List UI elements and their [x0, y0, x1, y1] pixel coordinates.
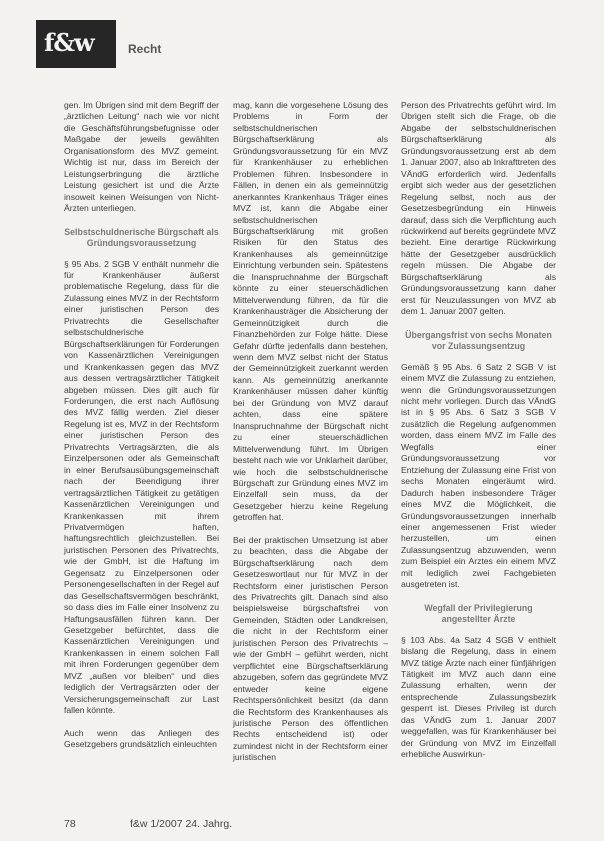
subheading: Selbstschuldnerische Bürgschaft als Gründungsvoraussetzung [64, 226, 219, 248]
subheading: Übergangsfrist von sechs Monaten vor Zulassungsentzug [405, 329, 552, 351]
paragraph: Auch wenn das Anliegen des Gesetzgebers grundsätzlich einleuchten [64, 727, 219, 750]
paragraph: Bei der praktischen Umsetzung ist aber zu beachten, dass die Abgabe der Bürgschaftserklärung nach dem Gesetzeswortlaut nur für MVZ in der Rechtsform einer juristischen Person des Privatrechts gilt. Danach sind also beispielsweise bürgschaftsfrei von Gemeinden, Städten oder Landkreisen, die nicht in der Rechtsform einer juristischen Person des Privatrechts – wie der GmbH – geführt werden, nicht verpflichtet eine Bürgschaftserklärung abzugeben, sofern das gegründete MVZ entweder keine eigene Rechtspersönlichkeit besitzt (da dann die Rechtsform des Krankenhauses als juristische Person des öffentlichen Rechts entscheidend ist) oder zumindest nicht in der Rechtsform einer juristischen [233, 534, 388, 763]
paragraph: § 95 Abs. 2 SGB V enthält nunmehr die für Krankenhäuser äußerst problematische Regelung, dass für die Zulassung eines MVZ in der Rechtsform einer juristischen Person des Privatrechts die Gesellschafter selbstschuldnerische Bürgschaftserklärungen für Forderungen von Kassenärztlichen Vereinigungen und Krankenkassen gegen das MVZ aus dessen vertragsärztlicher Tätigkeit abgeben müssen. Dies gilt auch für Forderungen, die erst nach Auflösung des MVZ fällig werden. Ziel dieser Regelung ist es, MVZ in der Rechtsform einer juristischen Person des Privatrechts Vertragsärzten, die als Einzelpersonen oder als Gemeinschaft in einer Berufsausübungsgemeinschaft nach der Beendigung ihrer vertragsärztlichen Tätigkeit zu getätigen Kassenärztlichen Vereinigungen und Krankenkassen mit ihrem Privatvermögen haften, haftungsrechtlich gleichzustellen. Bei juristischen Personen des Privatrechts, wie der GmbH, ist die Haftung im Gegensatz zu Einzelpersonen oder Personengesellschaften in der Regel auf das Gesellschaftsvermögen beschränkt, so dass dies im Falle einer Insolvenz zu Haftungsausfällen führen kann. Der Gesetzgeber befürchtet, dass die Kassenärztlichen Vereinigungen und Krankenkassen in einem solchen Fall mit ihren Forderungen gegenüber dem MVZ „außen vor bleiben“ und dies lediglich der Vertragsärzten oder der Versicherungsgemeinschaft zur Last fallen könnte. [64, 258, 219, 716]
paragraph: Gemäß § 95 Abs. 6 Satz 2 SGB V ist einem MVZ die Zulassung zu entziehen, wenn die Gründungsvoraussetzungen nicht mehr vorliegen. Durch das VÄndG ist in § 95 Abs. 6 Satz 3 SGB V zusätzlich die Regelung aufgenommen worden, dass einem MVZ im Falle des Wegfalls einer Gründungsvoraussetzung vor Entziehung der Zulassung eine Frist von sechs Monaten eingeräumt wird. Dadurch haben insbesondere Träger eines MVZ die Möglichkeit, die Gründungsvoraussetzungen innerhalb einer angemessenen Frist wieder herzustellen, um einen Zulassungsentzug abzuwenden, wenn zum Beispiel ein Arztes ein einem MVZ mit lediglich zwei Fachgebieten ausgetreten ist. [401, 361, 556, 590]
paragraph: § 103 Abs. 4a Satz 4 SGB V enthielt bislang die Regelung, dass in einem MVZ tätige Ärzte nach einer fünfjährigen Tätigkeit im MVZ auch dann eine Zulassung erhalten, wenn der entsprechende Zulassungsbezirk gesperrt ist. Dieses Privileg ist durch das VÄndG zum 1. Januar 2007 weggefallen, was für Krankenhäuser bei der Gründung von MVZ im Einzelfall erhebliche Auswirkun- [401, 634, 556, 760]
paragraph: Person des Privatrechts geführt wird. Im Übrigen stellt sich die Frage, ob die Abgabe der selbstschuldnerischen Bürgschaftserklärung als Gründungsvoraussetzung erst ab dem 1. Januar 2007, also ab Inkrafttreten des VÄndG erforderlich wird. Jedenfalls ergibt sich weder aus der gesetzlichen Regelung selbst, noch aus der Gesetzesbegründung ein Hinweis darauf, dass sich die Verpflichtung auch rückwirkend auf bereits gegründete MVZ bezieht. Eine derartige Rückwirkung hätte der Gesetzgeber ausdrücklich regeln müssen. Die Abgabe der Bürgschaftserklärung als Gründungsvoraussetzung kann daher erst für Neuzulassungen von MVZ ab dem 1. Januar 2007 gelten. [401, 100, 556, 317]
text-column-2 [233, 100, 388, 764]
text-column-3 [401, 100, 556, 761]
journal-citation: f&w 1/2007 24. Jahrg. [130, 818, 233, 830]
paragraph: mag, kann die vorgesehene Lösung des Problems in Form der selbstschuldnerischen Bürgschaftserklärung als Gründungsvoraussetzung für ein MVZ für Krankenhäuser zu erheblichen Problemen führen. Insbesondere in Fällen, in denen ein als gemeinnützig anerkanntes Krankenhaus Träger eines MVZ ist, kann die Abgabe einer selbstschuldnerischen Bürgschaftserklärung mit großen Risiken für den Status des Krankenhauses als gemeinnützige Einrichtung verbunden sein. Spätestens die Inanspruchnahme der Bürgschaft könnte zu einer steuerschädlichen Mittelverwendung führen, da für die Krankenhausträger die Absicherung der Gemeinnützigkeit durch die Finanzbehörden zur Folge hätte. Diese Gefahr dürfte jedenfalls dann bestehen, wenn dem MVZ selbst nicht der Status der Gemeinnützigkeit zuerkannt werden kann. Als gemeinnützig anerkannte Krankenhäuser müssen daher künftig bei der Gründung von MVZ darauf achten, dass eine spätere Inanspruchnahme der Bürgschaft nicht zu einer steuerschädlichen Mittelverwendung führt. Im Übrigen besteht nach wie vor Unklarheit darüber, wie hoch die selbstschuldnerische Bürgschaft zur Gründung eines MVZ im Einzelfall sein muss, da der Gesetzgeber hierzu keine Regelung getroffen hat. [233, 100, 388, 523]
subheading: Wegfall der Privilegierung angestellter Ärzte [424, 602, 533, 624]
page-number: 78 [64, 818, 76, 830]
section-title: Recht [128, 42, 162, 56]
paragraph: gen. Im Übrigen sind mit dem Begriff der „ärztlichen Leitung“ nach wie vor nicht die Geschäftsführungsbefugnisse oder Maßgabe der jeweils gewählten Organisationsform des MVZ gemeint. Wichtig ist nur, dass im Bereich der Leistungserbringung die ärztliche Leistung gesichert ist und die Ärzte insoweit keinen Weisungen von Nicht-Ärzten unterliegen. [64, 100, 219, 214]
logo-text: f&w [44, 28, 94, 57]
text-column-1 [64, 100, 219, 751]
